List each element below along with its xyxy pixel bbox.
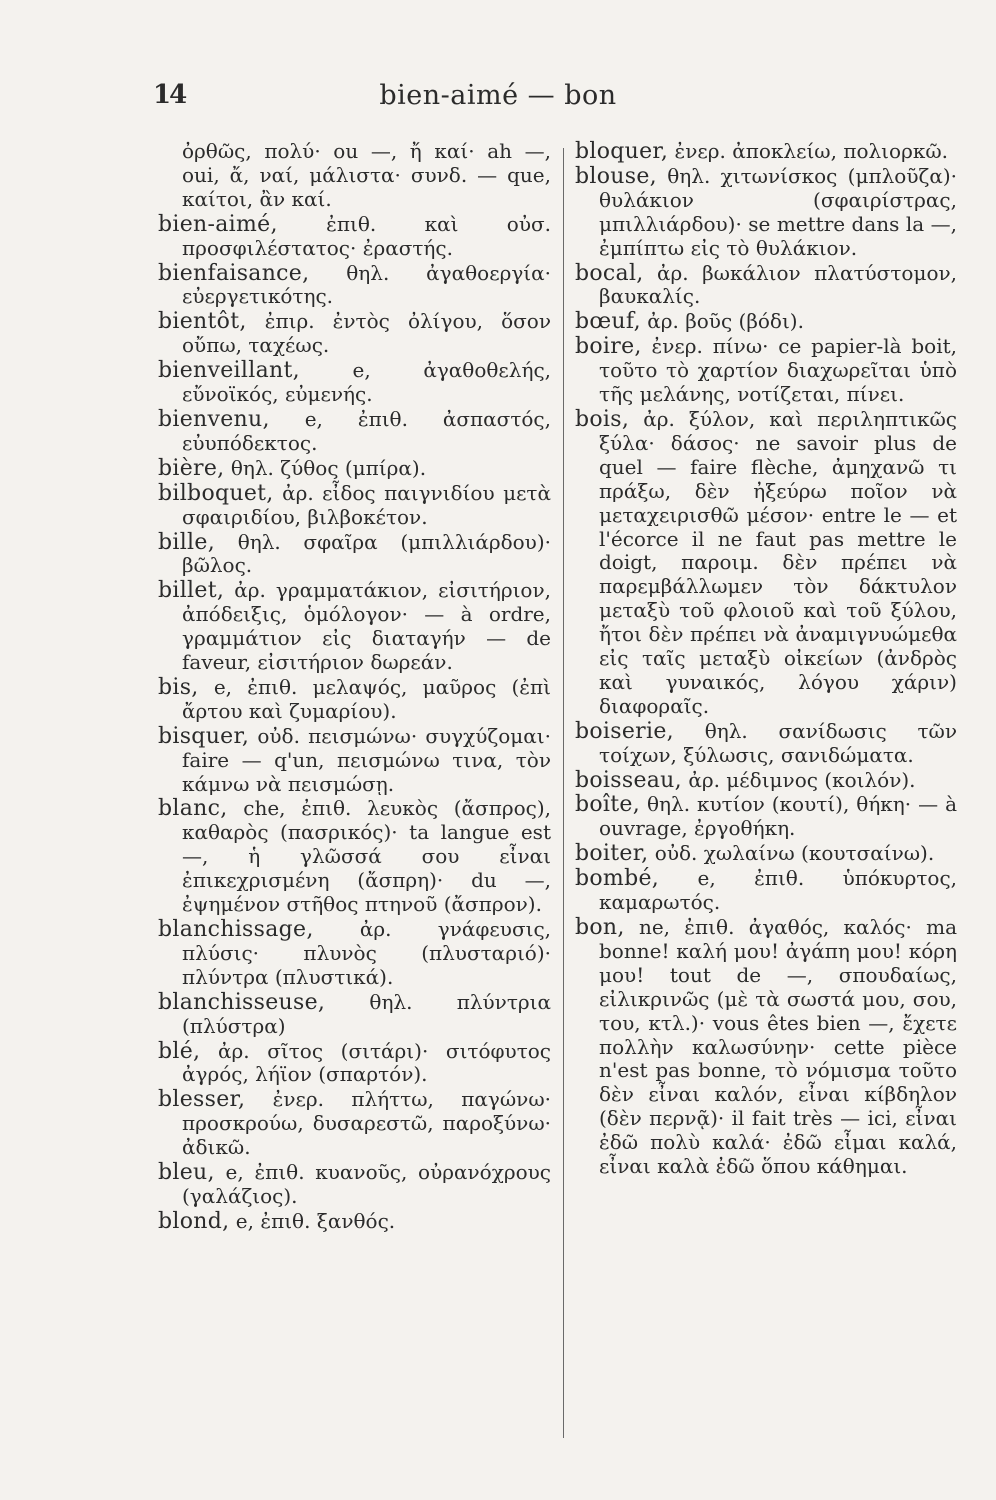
headword: bille, — [158, 529, 216, 555]
definition: θηλ. χιτωνίσκος (μπλοῦζα)· θυλάκιον (σφαιρίστρας, μπιλλιάρδου)· se mettre dans la —, ἐμπίπτω εἰς τὸ θυλάκιον. — [599, 163, 958, 260]
dictionary-entry — [158, 310, 551, 358]
dictionary-entry — [158, 991, 551, 1039]
headword: boire, — [575, 334, 642, 360]
definition: ἀρ. σῖτος (σιτάρι)· σιτόφυτος ἀγρός, λήϊον (σπαρτόν). — [182, 1038, 551, 1087]
dictionary-entry — [575, 793, 957, 841]
headword: bombé, — [575, 866, 660, 892]
definition: ἀρ. γνάφευσις, πλύσις· πλυνὸς (πλυσταριό)· πλύντρα (πλυστικά). — [182, 917, 551, 989]
definition: ἀρ. βοῦς (βόδι). — [647, 309, 804, 334]
dictionary-entry — [575, 335, 957, 407]
headword: blanchisseuse, — [158, 989, 326, 1015]
definition: ἐπιθ. καὶ οὐσ. προσφιλέστατος· ἐραστής. — [182, 211, 552, 260]
dictionary-entry — [158, 359, 551, 407]
headword: bienfaisance, — [158, 260, 310, 286]
headword: bilboquet, — [158, 480, 274, 506]
headword: blanchissage, — [158, 917, 314, 942]
definition: ἀρ. μέδιμνος (κοιλόν). — [688, 767, 916, 792]
headword: bis, — [158, 674, 199, 700]
definition: ἐπιρ. ἐντὸς ὀλίγου, ὅσον οὔπω, ταχέως. — [182, 309, 551, 358]
dictionary-entry — [575, 262, 957, 310]
headword: boiserie, — [575, 718, 674, 744]
dictionary-entry — [158, 1210, 551, 1234]
dictionary-entry — [158, 797, 551, 917]
dictionary-entry — [575, 310, 957, 334]
headword: boisseau, — [575, 767, 682, 793]
dictionary-entry — [158, 262, 551, 310]
dictionary-entry — [158, 531, 551, 579]
headword: blanc, — [158, 796, 228, 822]
definition: e, ἐπιθ. ξανθός. — [235, 1208, 396, 1233]
definition: οὐδ. χωλαίνω (κουτσαίνω). — [654, 841, 935, 866]
dictionary-entry — [575, 769, 957, 793]
headword: boiter, — [575, 841, 649, 867]
definition: ἀρ. γραμματάκιον, εἰσιτήριον, ἀπόδειξις, ὁμόλογον· — à ordre, γραμμάτιον εἰς διαταγήν — de faveur, εἰσιτήριον δωρεάν. — [182, 578, 551, 675]
headword: bleu, — [158, 1160, 215, 1186]
dictionary-entry — [158, 1088, 551, 1160]
dictionary-entry — [575, 842, 957, 866]
dictionary-entry — [158, 482, 551, 530]
running-head: bien-aimé — bon — [379, 80, 617, 111]
dictionary-entry — [158, 676, 551, 724]
headword: bon, — [575, 915, 625, 940]
headword: bloquer, — [575, 139, 669, 164]
definition: θηλ. σφαῖρα (μπιλλιάρδου)· βῶλος. — [182, 529, 551, 578]
definition: ἀρ. ξύλον, καὶ περιληπτικῶς ξύλα· δάσος· ne savoir plus de quel — faire flèche, ἀμηχανῶ τι πράξω, δὲν ἠξεύρω ποῖον νὰ μεταχειρισθῶ μέσον· entre le — et l'écorce il ne faut pas mettre le doigt, παροιμ. δὲν πρέπει νὰ παρεμβάλλωμεν τὸν δάκτυλον μεταξὺ τοῦ φλοιοῦ καὶ τοῦ ξύλου, ἤτοι δὲν πρέπει νὰ ἀναμιγνυώμεθα εἰς ταῖς μεταξὺ οἰκείων (ἀνδρὸς καὶ γυναικός, λόγου χάριν) διαφοραῖς. — [599, 406, 958, 718]
dictionary-entry — [158, 408, 551, 456]
definition: ἐνερ. πλήττω, παγώνω· προσκρούω, δυσαρεστῶ, παροξύνω· ἀδικῶ. — [182, 1087, 551, 1160]
headword: bisquer, — [158, 723, 250, 749]
definition: e, ἐπιθ. ὑπόκυρτος, καμαρωτός. — [599, 866, 957, 915]
dictionary-entry — [158, 725, 551, 797]
column-divider — [563, 148, 564, 1438]
definition: ἀρ. βωκάλιον πλατύστομον, βαυκαλίς. — [599, 260, 957, 309]
left-column — [158, 140, 551, 1235]
headword: bocal, — [575, 260, 644, 286]
definition: ἀρ. εἶδος παιγνιδίου μετὰ σφαιριδίου, βιλβοκέτον. — [182, 480, 552, 529]
headword: bois, — [575, 406, 630, 432]
definition: ἐνερ. πίνω· ce papier-là boit, τοῦτο τὸ χαρτίον διαχωρεῖται ὑπὸ τῆς μελάνης, νοτίζεται, πίνει. — [599, 334, 957, 407]
definition: e, ἐπιθ. κυανοῦς, οὐρανόχρους (γαλάζιος). — [182, 1160, 551, 1208]
headword: bienveillant, — [158, 358, 300, 384]
definition: ὀρθῶς, πολύ· ou —, ἤ καί· ah —, oui, ἄ, ναί, μάλιστα· συνδ. — que, καίτοι, ἂν καί. — [182, 139, 551, 211]
right-column — [575, 140, 957, 1180]
definition: e, ἀγαθοθελής, εὔνοϊκός, εὐμενής. — [182, 358, 551, 407]
dictionary-entry — [575, 916, 957, 1179]
page-number: 14 — [153, 80, 186, 110]
definition: e, ἐπιθ. ἀσπαστός, εὐυπόδεκτος. — [182, 406, 551, 455]
dictionary-entry — [575, 867, 957, 915]
dictionary-entry — [575, 720, 957, 768]
dictionary-entry — [158, 579, 551, 675]
headword: blond, — [158, 1208, 230, 1234]
headword: blesser, — [158, 1087, 246, 1113]
dictionary-entry — [158, 1161, 551, 1209]
definition: e, ἐπιθ. μελαψός, μαῦρος (ἐπὶ ἄρτου καὶ ζυμαρίου). — [182, 674, 552, 723]
headword: bientôt, — [158, 309, 247, 335]
dictionary-entry — [575, 165, 957, 261]
headword: bœuf, — [575, 309, 641, 335]
dictionary-entry — [575, 140, 957, 164]
headword: bière, — [158, 455, 225, 481]
headword: bien-aimé, — [158, 211, 278, 237]
continued-entry — [158, 140, 551, 212]
definition: θηλ. σανίδωσις τῶν τοίχων, ξύλωσις, σανιδώματα. — [599, 718, 957, 767]
dictionary-entry — [575, 408, 957, 719]
headword: blouse, — [575, 163, 657, 189]
definition: ἐνερ. ἀποκλείω, πολιορκῶ. — [674, 139, 948, 163]
definition: che, ἐπιθ. λευκὸς (ἄσπρος), καθαρὸς (πασρικός)· ta langue est —, ἡ γλῶσσά σου εἶναι ἐπικεχρισμένη (ἄσπρη)· du —, ἐψημένον στῆθος πτηνοῦ (ἄσπρον). — [182, 796, 551, 917]
definition: οὐδ. πεισμώνω· συγχύζομαι· faire — q'un, πεισμώνω τινα, τὸν κάμνω νὰ πεισμώσῃ. — [182, 723, 551, 796]
headword: bienvenu, — [158, 406, 270, 432]
headword: billet, — [158, 578, 225, 604]
headword: blé, — [158, 1038, 201, 1064]
definition: θηλ. ἀγαθοεργία· εὐεργετικότης. — [182, 260, 551, 309]
definition: θηλ. ζύθος (μπίρα). — [230, 455, 427, 480]
headword: boîte, — [575, 792, 641, 818]
dictionary-entry — [158, 1040, 551, 1088]
dictionary-entry — [158, 457, 551, 481]
definition: θηλ. πλύντρια (πλύστρα) — [182, 989, 551, 1038]
definition: ne, ἐπιθ. ἀγαθός, καλός· ma bonne! καλή μου! ἀγάπη μου! κόρη μου! tout de —, σπουδαίως, εἰλικρινῶς (μὲ τὰ σωστά μου, σου, του, κτλ.)· vous êtes bien —, ἔχετε πολλὴν καλωσύνην· cette pièce n'est pas bonne, τὸ νόμισμα τοῦτο δὲν εἶναι καλόν, εἶναι κίβδηλον (δὲν περνᾷ)· il fait très — ici, εἶναι ἐδῶ πολὺ καλά· ἐδῶ εἶμαι καλά, εἶναι καλὰ ἐδῶ ὅπου κάθημαι. — [599, 915, 957, 1179]
definition: θηλ. κυτίον (κουτί), θήκη· — à ouvrage, ἐργοθήκη. — [599, 792, 957, 841]
dictionary-entry — [158, 918, 551, 990]
dictionary-entry — [158, 213, 551, 261]
